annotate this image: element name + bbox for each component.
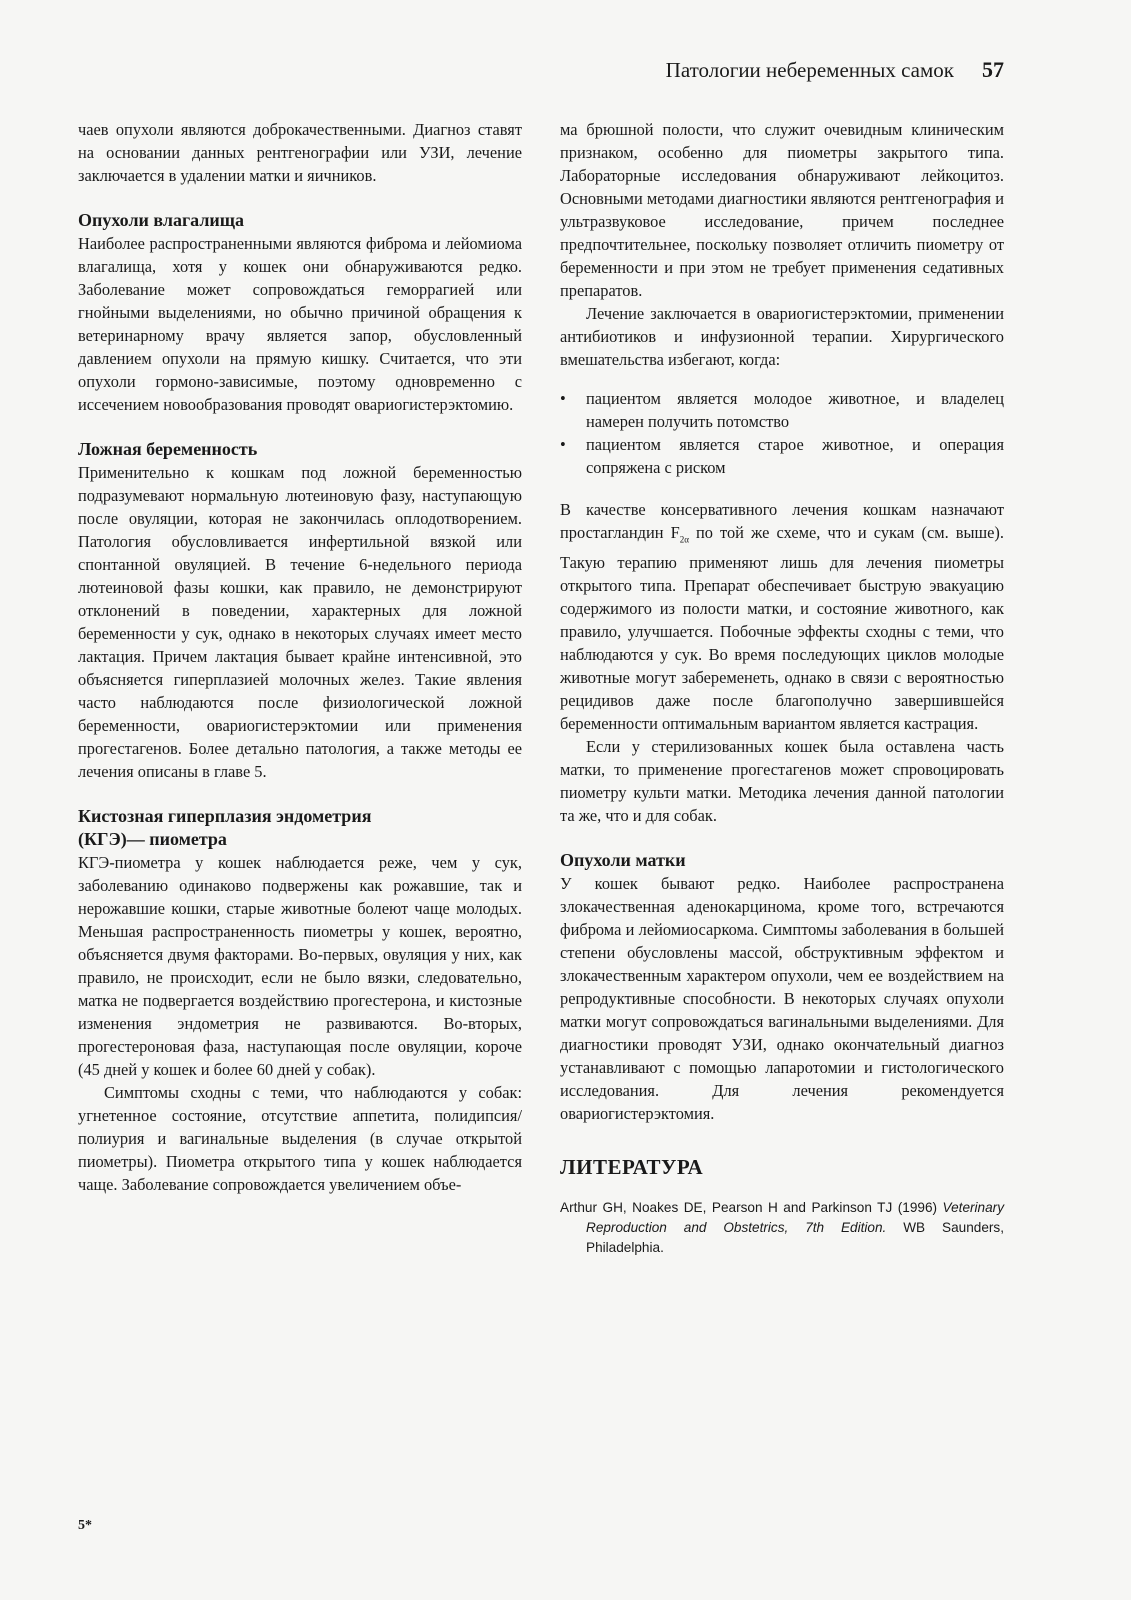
heading-cystic-hyperplasia-line1: Кистозная гиперплазия эндометрия [78,806,372,826]
heading-cystic-hyperplasia-line2: (КГЭ)— пиометра [78,829,227,849]
signature-mark: 5* [78,1518,92,1533]
paragraph-continued: чаев опухоли являются доброкачественными. Диагноз ставят на основании данных рентгенографии или УЗИ, лечение заключается в удалении матки и яичников. [78,120,522,185]
paragraph-vaginal-tumors: Наиболее распространенными являются фиброма и лейомиома влагалища, хотя у кошек они обнаруживаются редко. Заболевание может сопровождаться геморрагией или гнойными выделениями, но обычно причиной обращения к ветеринарному врачу является запор, обусловленный давлением опухоли на прямую кишку. Считается, что эти опухоли гормоно-зависимые, поэтому одновременно с иссечением новообразования проводят овариогистерэктомию. [78,234,522,414]
reference-title: Veterinary Reproduction and Obstetrics, 7th Edition. [586,1200,1004,1236]
running-head [560,57,1004,83]
paragraph-treatment: Лечение заключается в овариогистерэктомии, применении антибиотиков и инфузионной терапии. Хирургического вмешательства избегают, когда: [560,304,1004,369]
reference-publisher: WB Saunders, Philadelphia. [586,1220,1004,1256]
reference-authors: Arthur GH, Noakes DE, Pearson H and Parkinson TJ (1996) [560,1200,943,1216]
conservative-text-a: В качестве консервативного лечения кошкам назначают простагландин F [560,500,1004,542]
conservative-text-b: по той же схеме, что и сукам (см. выше). Такую терапию применяют лишь для лечения пиометры открытого типа. Препарат обеспечивает быструю эвакуацию содержимого из полости матки, и состояние животного, как правило, улучшается. Побочные эффекты сходны с теми, что наблюдаются у сук. Во время последующих циклов молодые животные могут забеременеть, однако в связи с вероятностью рецидивов даже после благополучно завершившейся беременности оптимальным вариантом является кастрация. [560,523,1004,734]
paragraph-sterilized: Если у стерилизованных кошек была оставлена часть матки, то применение прогестагенов может спровоцировать пиометру культи матки. Методика лечения данной патологии та же, что и для собак. [560,737,1004,826]
heading-false-pregnancy: Ложная беременность [78,439,258,459]
right-column [560,118,1004,1258]
paragraph-cystic-hyperplasia: КГЭ-пиометра у кошек наблюдается реже, чем у сук, заболеванию одинаково подвержены как рожавшие, так и нерожавшие кошки, старые животные болеют чаще молодых. Меньшая распространенность пиометры у кошек, вероятно, объясняется двумя факторами. Во-первых, овуляция у них, как правило, не происходит, если не было вязки, следовательно, матка не подвергается воздействию прогестерона, и кистозные изменения эндометрия не развиваются. Во-вторых, прогестероновая фаза, наступающая после овуляции, короче (45 дней у кошек и более 60 дней у собак). [78,853,522,1079]
left-column [78,118,522,1196]
page-number: 57 [982,57,1004,82]
list-item: • пациентом является старое животное, и операция сопряжена с риском [560,433,1004,479]
running-head-title: Патологии небеременных самок [665,58,954,82]
paragraph-symptoms: Симптомы сходны с теми, что наблюдаются у собак: угнетенное состояние, отсутствие аппетита, полидипсия/полиурия и вагинальные выделения (в случае открытой пиометры). Пиометра открытого типа у кошек наблюдается чаще. Заболевание сопровождается увеличением объе- [78,1083,522,1194]
bullet-list [560,387,1004,479]
heading-literature: ЛИТЕРАТУРА [560,1155,704,1180]
paragraph-continued-right: ма брюшной полости, что служит очевидным клиническим признаком, особенно для пиометры закрытого типа. Лабораторные исследования обнаруживают лейкоцитоз. Основными методами диагностики являются рентгенография и ультразвуковое исследование, причем последнее предпочтительнее, поскольку позволяет отличить пиометру от беременности и при этом не требует применения седативных препаратов. [560,120,1004,300]
heading-vaginal-tumors: Опухоли влагалища [78,210,244,230]
paragraph-false-pregnancy: Применительно к кошкам под ложной беременностью подразумевают нормальную лютеиновую фазу, наступающую после овуляции, которая не закончилась оплодотворением. Патология обусловливается инфертильной вязкой или спонтанной овуляцией. В течение 6-недельного периода лютеиновой фазы кошки, как правило, не демонстрируют отклонений в поведении, характерных для ложной беременности у сук, однако в некоторых случаях имеет место лактация. Причем лактация бывает крайне интенсивной, это объясняется гиперплазией молочных желез. Такие явления часто наблюдаются после физиологической ложной беременности, овариогистерэктомии или применения прогестагенов. Более детально патология, а также методы ее лечения описаны в главе 5. [78,463,522,781]
list-item: • пациентом является молодое животное, и владелец намерен получить потомство [560,387,1004,433]
heading-uterine-tumors: Опухоли матки [560,850,686,871]
paragraph-conservative-treatment [560,498,1004,735]
reference-entry [560,1198,1004,1258]
prostaglandin-subscript: 2α [679,534,689,545]
paragraph-uterine-tumors: У кошек бывают редко. Наиболее распространена злокачественная аденокарцинома, кроме того, встречаются фиброма и лейомиосаркома. Симптомы заболевания в большей степени обусловлены массой, обструктивным эффектом и злокачественным характером опухоли, чем ее воздействием на репродуктивные способности. В некоторых случаях опухоли матки могут сопровождаться вагинальными выделениями. Для диагностики проводят УЗИ, однако окончательный диагноз устанавливают с помощью лапаротомии и гистологического исследования. Для лечения рекомендуется овариогистерэктомия. [560,874,1004,1124]
